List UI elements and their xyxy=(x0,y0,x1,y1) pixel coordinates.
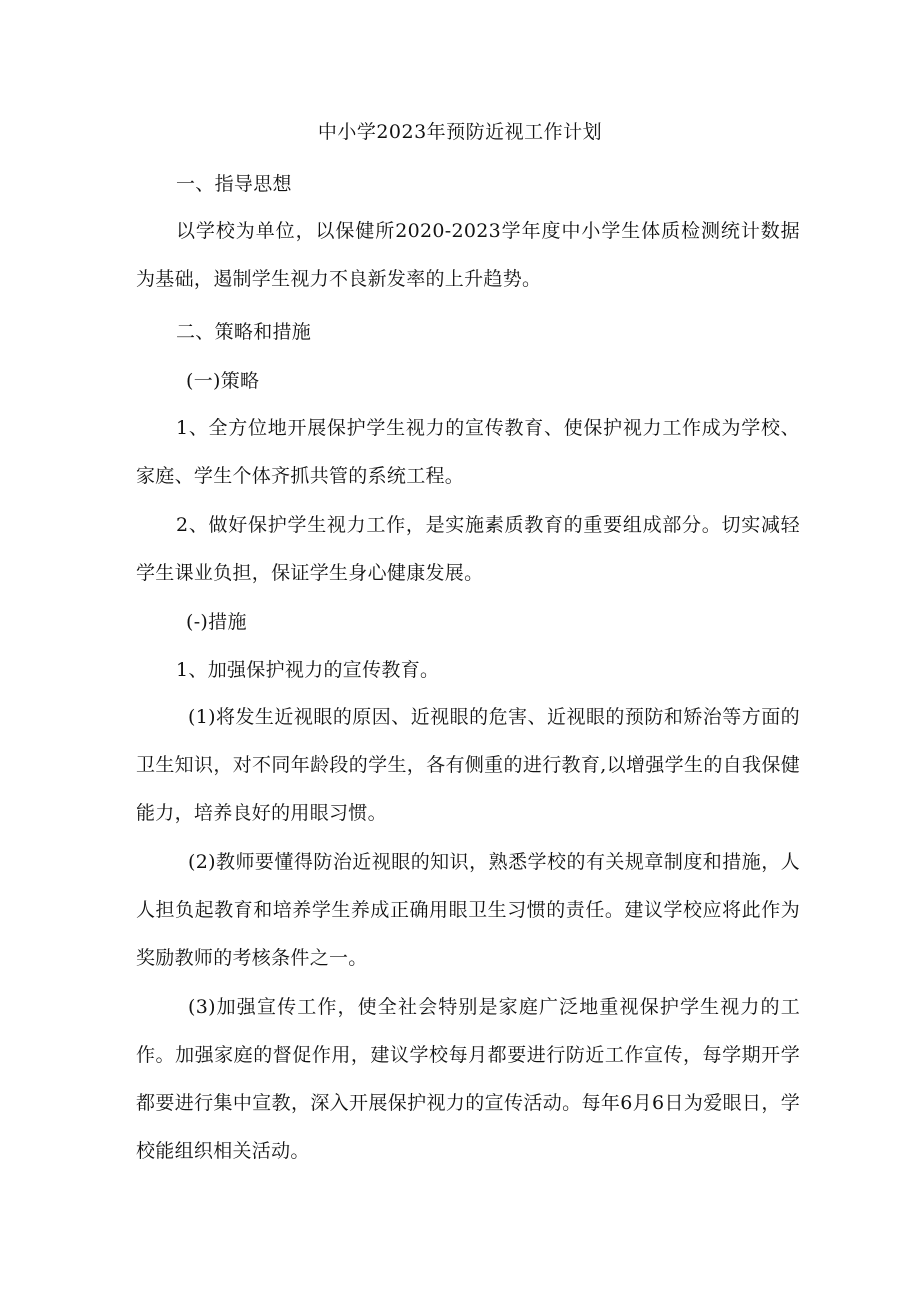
subheading-strategy: (一)策略 xyxy=(186,370,260,392)
heading-strategy-and-measures: 二、策略和措施 xyxy=(176,321,312,343)
heading-guiding-ideology: 一、指导思想 xyxy=(176,173,292,195)
paragraph-guiding-ideology: 以学校为单位，以保健所2020-2023学年度中小学生体质检测统计数据为基础，遏制学生视力不良新发率的上升趋势。 xyxy=(136,220,800,290)
paragraph-measure-item-1: (1)将发生近视眼的原因、近视眼的危害、近视眼的预防和矫治等方面的卫生知识，对不同年龄段的学生，各有侧重的进行教育,以增强学生的自我保健能力，培养良好的用眼习惯。 xyxy=(136,706,800,824)
paragraph-measure-item-2: (2)教师要懂得防治近视眼的知识，熟悉学校的有关规章制度和措施，人人担负起教育和培养学生养成正确用眼卫生习惯的责任。建议学校应将此作为奖励教师的考核条件之一。 xyxy=(136,851,800,969)
subheading-measures: (-)措施 xyxy=(186,611,247,633)
paragraph-measure-item-3: (3)加强宣传工作，使全社会特别是家庭广泛地重视保护学生视力的工作。加强家庭的督促作用，建议学校每月都要进行防近工作宣传，每学期开学都要进行集中宣教，深入开展保护视力的宣传活动。每年6月6日为爱眼日，学校能组织相关活动。 xyxy=(136,996,800,1162)
measure-1-heading: 1、加强保护视力的宣传教育。 xyxy=(176,659,440,681)
paragraph-strategy-2: 2、做好保护学生视力工作，是实施素质教育的重要组成部分。切实减轻学生课业负担，保证学生身心健康发展。 xyxy=(136,514,800,584)
document-title: 中小学2023年预防近视工作计划 xyxy=(317,121,603,143)
paragraph-strategy-1: 1、全方位地开展保护学生视力的宣传教育、使保护视力工作成为学校、家庭、学生个体齐抓共管的系统工程。 xyxy=(136,417,800,487)
